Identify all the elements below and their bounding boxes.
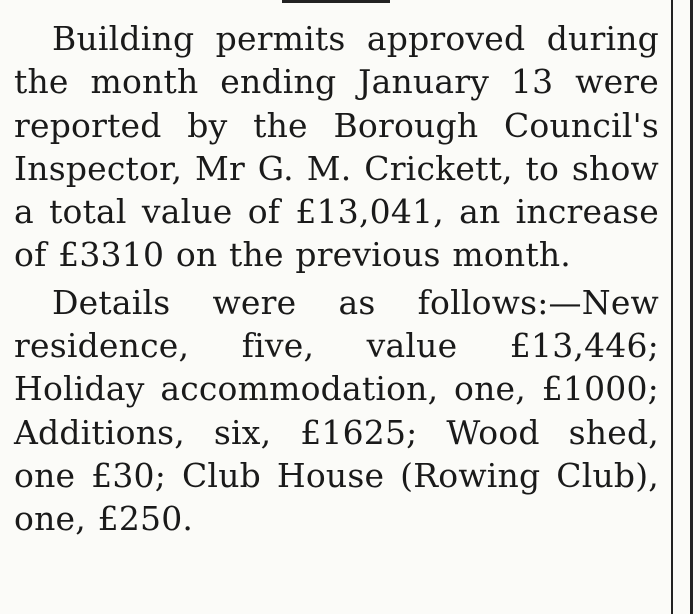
top-rule <box>282 0 390 3</box>
article-body <box>14 17 659 541</box>
column-rule-inner <box>671 0 673 614</box>
paragraph-details: Details were as follows:—New residence, five, value £13,446; Holiday accommodation, one, £1000; Additions, six, £1625; Wood shed, one £30; Club House (Rowing Club), one, £250. <box>14 282 659 539</box>
paragraph-building-permits: Building permits approved during the month ending January 13 were reported by the Borough Council's Inspector, Mr G. M. Crickett, to show a total value of £13,041, an increase of £3310 on the previous month. <box>14 19 659 275</box>
column-rule-outer <box>690 0 693 614</box>
